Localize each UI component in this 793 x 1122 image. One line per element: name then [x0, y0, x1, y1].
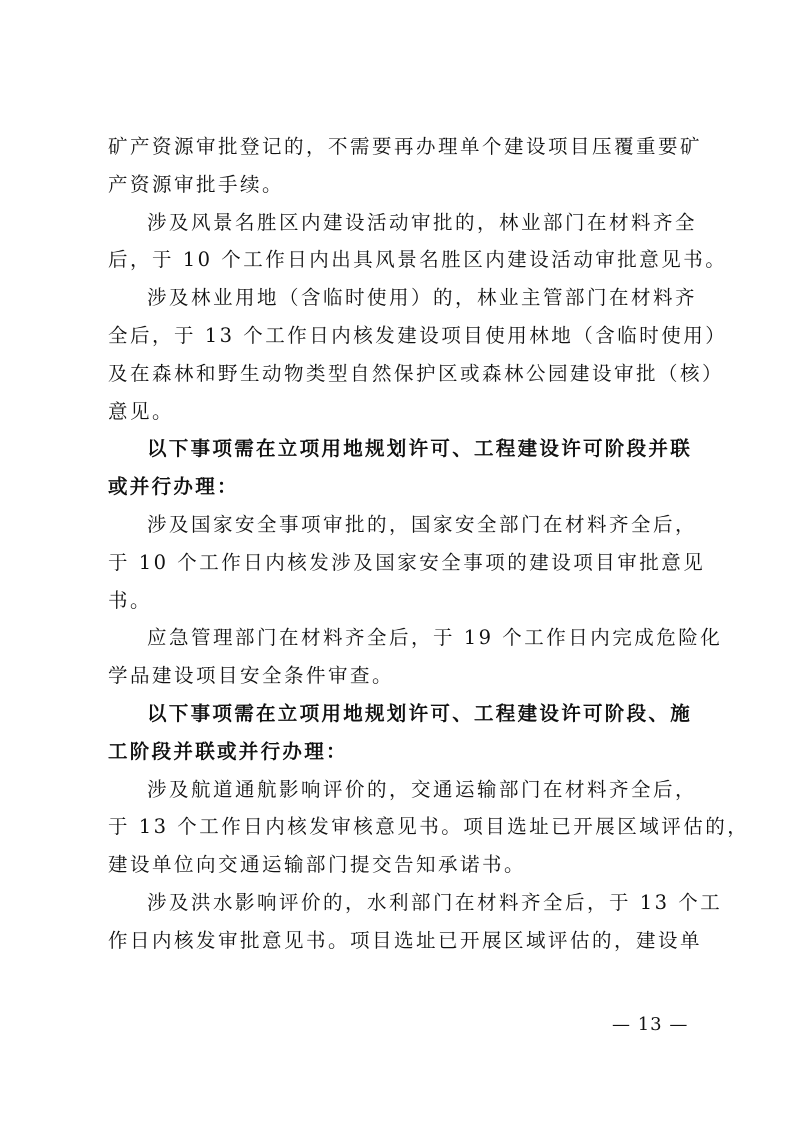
text-line: 涉及洪水影响评价的，水利部门在材料齐全后，于 13 个工	[147, 890, 723, 914]
text-line: 涉及航道通航影响评价的，交通运输部门在材料齐全后，	[147, 777, 698, 801]
paragraph	[108, 279, 728, 430]
text-line: 产资源审批手续。	[108, 172, 285, 196]
page-number: — 13 —	[612, 1014, 689, 1035]
text-line: 涉及风景名胜区内建设活动审批的，林业部门在材料齐全	[147, 210, 698, 234]
text-line: 以下事项需在立项用地规划许可、工程建设许可阶段并联	[147, 437, 693, 461]
text-line: 作日内核发审批意见书。项目选址已开展区域评估的，建设单	[108, 928, 703, 952]
text-line: 工阶段并联或并行办理：	[108, 739, 348, 763]
paragraph	[108, 771, 750, 884]
text-line: 后，于 10 个工作日内出具风景名胜区内建设活动审批意见书。	[108, 248, 728, 272]
text-line: 意见。	[108, 399, 175, 423]
bold-paragraph	[108, 695, 693, 771]
text-line: 涉及国家安全事项审批的，国家安全部门在材料齐全后，	[147, 512, 698, 536]
text-line: 建设单位向交通运输部门提交告知承诺书。	[108, 853, 527, 877]
text-line: 涉及林业用地（含临时使用）的，林业主管部门在材料齐	[147, 286, 698, 310]
text-line: 或并行办理：	[108, 475, 239, 499]
paragraph	[108, 506, 706, 619]
text-line: 及在森林和野生动物类型自然保护区或森林公园建设审批（核）	[108, 361, 725, 385]
text-line: 书。	[108, 588, 153, 612]
paragraph	[108, 128, 703, 204]
text-line: 于 13 个工作日内核发审核意见书。项目选址已开展区域评估的，	[108, 815, 750, 839]
text-line: 以下事项需在立项用地规划许可、工程建设许可阶段、施	[147, 701, 693, 725]
paragraph	[108, 884, 723, 960]
paragraph	[108, 619, 723, 695]
text-line: 全后，于 13 个工作日内核发建设项目使用林地（含临时使用）	[108, 323, 728, 347]
text-line: 应急管理部门在材料齐全后，于 19 个工作日内完成危险化	[147, 626, 723, 650]
text-line: 学品建设项目安全条件审查。	[108, 664, 395, 688]
bold-paragraph	[108, 430, 693, 506]
paragraph	[108, 204, 728, 280]
document-body	[108, 128, 750, 960]
text-line: 矿产资源审批登记的，不需要再办理单个建设项目压覆重要矿	[108, 135, 703, 158]
text-line: 于 10 个工作日内核发涉及国家安全事项的建设项目审批意见	[108, 550, 706, 574]
